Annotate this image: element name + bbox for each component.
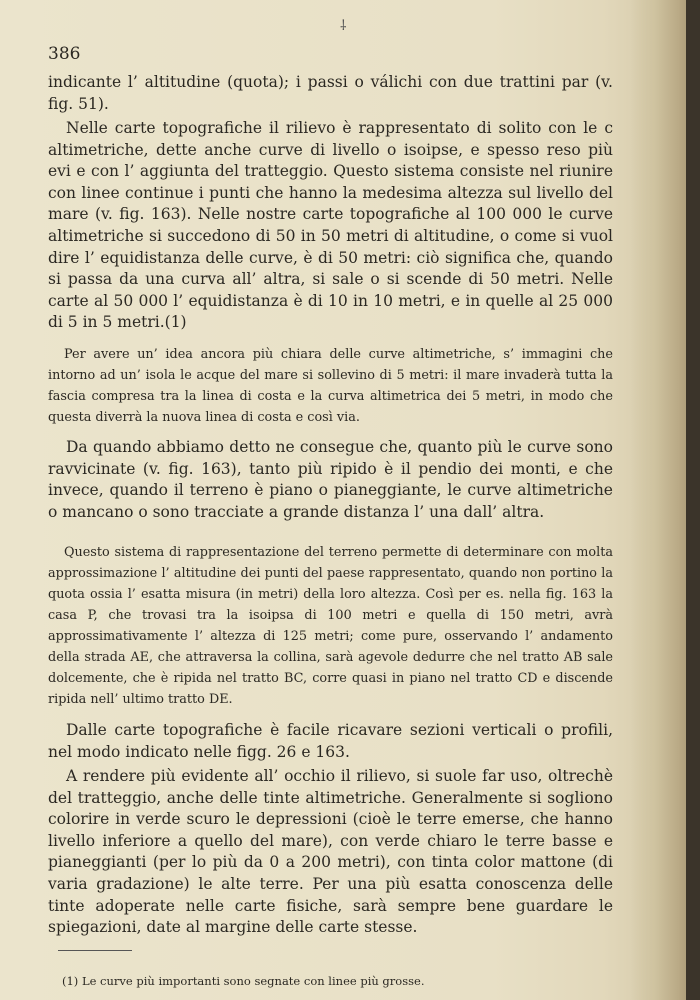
page-edge-shadow	[686, 0, 700, 1000]
footnote-rule	[58, 950, 132, 951]
paragraph-3-small: Per avere un’ idea ancora più chiara delle curve altimetriche, s’ immagini che intorno ad un’ isola le acque del mare si sollevino di 5 metri: il mare invaderà tutta la fascia compresa tra la linea di costa e la curva altimetrica dei 5 metri, in modo che questa diverrà la nuova linea di costa e così via.	[48, 347, 613, 425]
top-mark: ⸸	[340, 18, 347, 34]
paragraph-1: indicante l’ altitudine (quota); i passi o válichi con due trattini par (v. fig. 51).	[48, 73, 613, 113]
paragraph-5-small: Questo sistema di rappresentazione del terreno permette di determinare con molta approssimazione l’ altitudine dei punti del paese rappresentato, quando non portino la quota ossia l’ esatta misura (in metri) della loro altezza. Così per es. nella fig. 163 la casa P, che trovasi tra la isoipsa di 100 metri e quella di 150 metri, avrà approssimativamente l’ altezza di 125 metri; come pure, osservando l’ andamento della strada AE, che attraversa la collina, sarà agevole dedurre che nel tratto AB sale dolcemente, che è ripida nel tratto BC, corre quasi in piano nel tratto CD e discende ripida nell’ ultimo tratto DE.	[48, 545, 613, 707]
page-number: 386	[48, 44, 81, 64]
paragraph-7: A rendere più evidente all’ occhio il rilievo, si suole far uso, oltrechè del tratteggio, anche delle tinte altimetriche. Generalmente si sogliono colorire in verde scuro le depressioni (cioè le terre emerse, che hanno livello inferiore a quello del mare), con verde chiaro le terre basse e pianeggianti (per lo più da 0 a 200 metri), con tinta color mattone (di varia gradazione) le alte terre. Per una più esatta conoscenza delle tinte adoperate nelle carte fisiche, sarà sempre bene guardare le spiegazioni, date al margine delle carte stesse.	[48, 767, 613, 937]
footnote: (1) Le curve più importanti sono segnate con linee più grosse.	[62, 974, 425, 988]
paragraph-6: Dalle carte topografiche è facile ricavare sezioni verticali o profili, nel modo indicato nelle figg. 26 e 163.	[48, 721, 613, 761]
paragraph-2: Nelle carte topografiche il rilievo è rappresentato di solito con le c altimetriche, dette anche curve di livello o isoipse, e spesso reso più evi e con l’ aggiunta del tratteggio. Questo sistema consiste nel riunire con linee continue i punti che hanno la medesima altezza sul livello del mare (v. fig. 163). Nelle nostre carte topografiche al 100 000 le curve altimetriche si succedono di 50 in 50 metri di altitudine, o come si vuol dire l’ equidistanza delle curve, è di 50 metri: ciò significa che, quando si passa da una curva all’ altra, si sale o si scende di 50 metri. Nelle carte al 50 000 l’ equidistanza è di 10 in 10 metri, e in quelle al 25 000 di 5 in 5 metri.(1)	[48, 119, 613, 332]
paragraph-4: Da quando abbiamo detto ne consegue che, quanto più le curve sono ravvicinate (v. fig. 163), tanto più ripido è il pendio dei monti, e che invece, quando il terreno è piano o pianeggiante, le curve altimetriche o mancano o sono tracciate a grande distanza l’ una dall’ altra.	[48, 438, 613, 521]
